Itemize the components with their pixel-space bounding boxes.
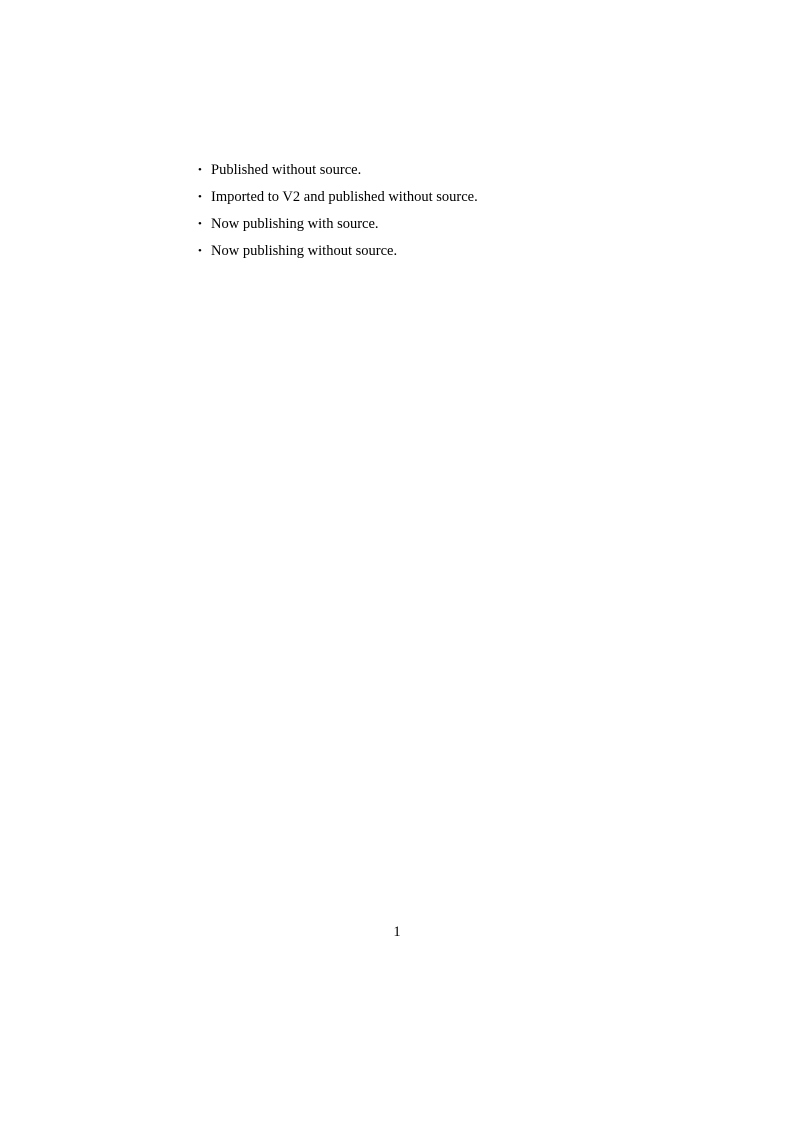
list-item-text: Now publishing with source. <box>211 216 379 232</box>
bullet-list <box>198 163 598 259</box>
bullet-icon: • <box>198 164 202 176</box>
list-item <box>198 244 598 259</box>
page-number: 1 <box>393 924 401 940</box>
list-item-text: Now publishing without source. <box>211 243 398 259</box>
list-item <box>198 217 598 232</box>
document-body <box>198 163 598 271</box>
bullet-icon: • <box>198 218 202 230</box>
list-item-text: Published without source. <box>211 162 362 178</box>
list-item <box>198 163 598 178</box>
list-item <box>198 190 598 205</box>
list-item-text: Imported to V2 and published without source. <box>211 189 478 205</box>
bullet-icon: • <box>198 191 202 203</box>
bullet-icon: • <box>198 245 202 257</box>
